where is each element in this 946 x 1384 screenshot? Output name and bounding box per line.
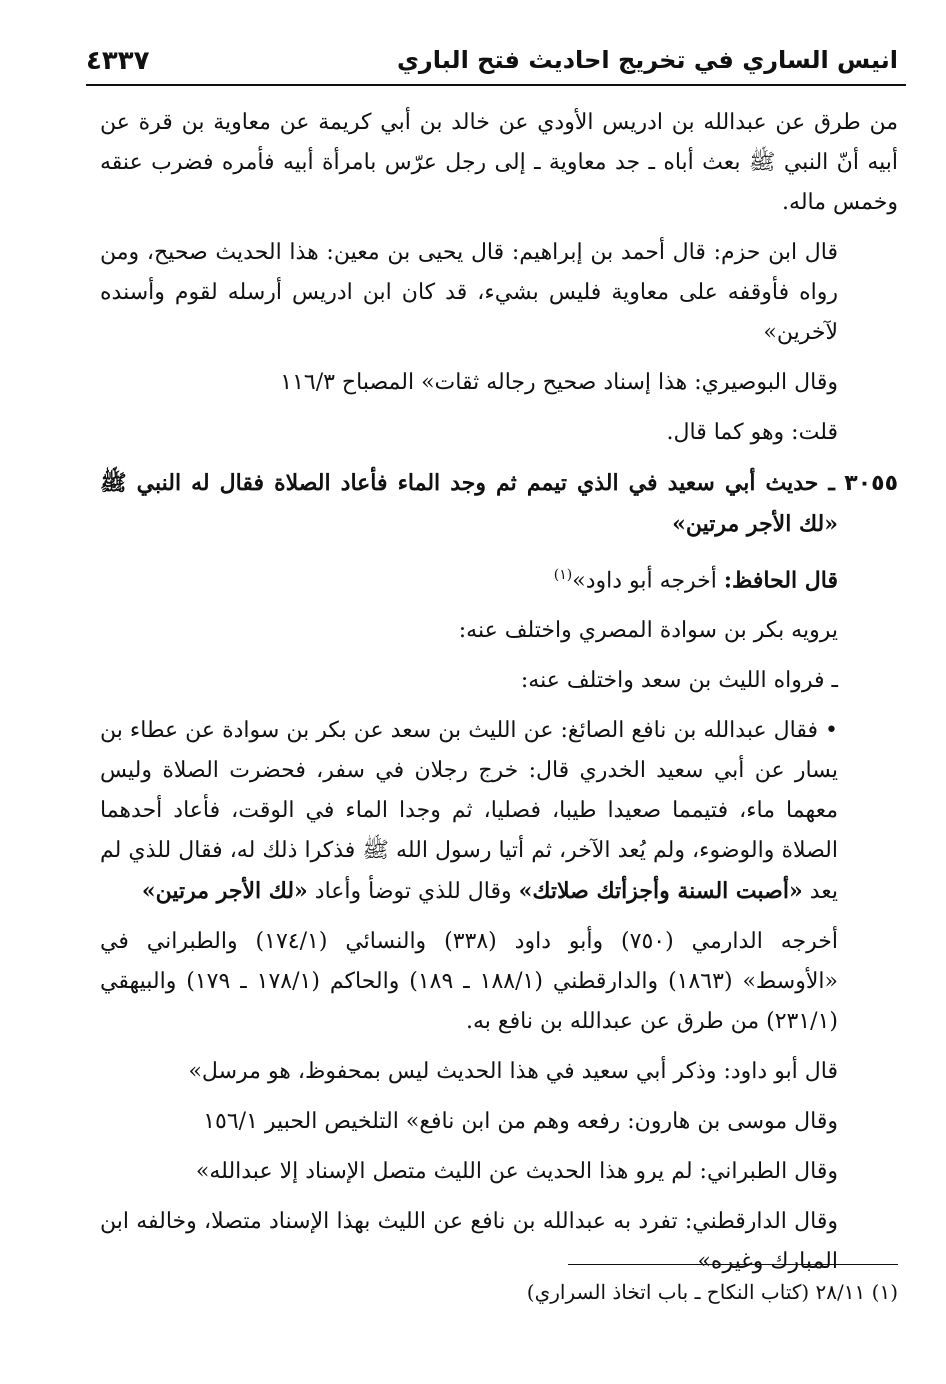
hafiz-label: قال الحافظ: xyxy=(723,567,838,594)
paragraph-10: أخرجه الدارمي (٧٥٠) وأبو داود (٣٣٨) والنسائي (١٧٤/١) والطبراني في «الأوسط» (١٨٦٣) والدارقطني (١٨٨/١ ـ ١٨٩) والحاكم (١٧٨/١ ـ ١٧٩) والبيهقي (٢٣١/١) من طرق عن عبدالله بن نافع به. xyxy=(100,929,839,1035)
page-number: ٤٣٣٧ xyxy=(86,46,150,76)
main-text xyxy=(100,103,898,1292)
paragraph-11: قال أبو داود: وذكر أبي سعيد في هذا الحديث ليس بمحفوظ، هو مرسل» xyxy=(188,1059,838,1085)
paragraph-4: قلت: وهو كما قال. xyxy=(666,420,838,445)
footnote: (١) ٢٨/١١ (كتاب النكاح ـ باب اتخاذ السراري) xyxy=(526,1280,898,1304)
paragraph-9 xyxy=(100,711,898,912)
hadith-heading xyxy=(100,463,898,545)
paragraph-14: وقال الدارقطني: تفرد به عبدالله بن نافع عن الليث بهذا الإسناد متصلا، وخالفه ابن المبارك وغيره» xyxy=(100,1209,838,1275)
running-header xyxy=(86,44,906,86)
paragraph-7: يرويه بكر بن سوادة المصري واختلف عنه: xyxy=(458,618,838,644)
paragraph-2: قال ابن حزم: قال أحمد بن إبراهيم: قال يحيى بن معين: هذا الحديث صحيح، ومن رواه فأوقفه على معاوية فليس بشيء، قد كان ابن ادريس أرسله لقوم وأسنده لآخرين» xyxy=(100,240,838,345)
hafiz-statement xyxy=(100,555,898,601)
quote-1: «أصبت السنة وأجزأتك صلاتك» xyxy=(518,878,803,905)
hadith-title: ـ حديث أبي سعيد في الذي تيمم ثم وجد الماء فأعاد الصلاة فقال له النبي ﷺ «لك الأجر مرتين» xyxy=(100,470,838,537)
paragraph-8: ـ فرواه الليث بن سعد واختلف عنه: xyxy=(520,668,838,694)
book-title: انيس الساري في تخريج احاديث فتح الباري xyxy=(396,46,898,74)
hafiz-text: أخرجه أبو داود» xyxy=(572,568,717,594)
footnote-divider xyxy=(568,1264,898,1265)
paragraph-9-text: • فقال عبدالله بن نافع الصائغ: عن الليث بن سعد عن بكر بن سوادة عن عطاء بن يسار عن أبي سعيد الخدري قال: خرج رجلان في سفر، فحضرت الصلاة وليس معهما ماء، فتيمما صعيدا طيبا، فصليا، ثم وجدا الماء في الوقت، فأعاد أحدهما الصلاة والوضوء، ولم يُعد الآخر، ثم أتيا رسول الله ﷺ فذكرا ذلك له، فقال للذي لم يعد xyxy=(100,718,838,905)
hadith-number: ٣٠٥٥ xyxy=(844,471,898,496)
paragraph-1: من طرق عن عبدالله بن ادريس الأودي عن خالد بن أبي كريمة عن معاوية بن قرة عن أبيه أنّ النبي ﷺ بعث أباه ـ جد معاوية ـ إلى رجل عرّس بامرأة أبيه فأمره فضرب عنقه وخمس ماله. xyxy=(100,110,898,215)
paragraph-12: وقال موسى بن هارون: رفعه وهم من ابن نافع» التلخيص الحبير ١٥٦/١ xyxy=(203,1109,838,1135)
paragraph-3: وقال البوصيري: هذا إسناد صحيح رجاله ثقات» المصباح ١١٦/٣ xyxy=(280,370,838,395)
paragraph-9-mid: وقال للذي توضأ وأعاد xyxy=(314,879,512,905)
paragraph-13: وقال الطبراني: لم يرو هذا الحديث عن الليث متصل الإسناد إلا عبدالله» xyxy=(195,1159,838,1185)
quote-2: «لك الأجر مرتين» xyxy=(141,878,308,905)
footnote-ref: (١) xyxy=(553,567,573,583)
